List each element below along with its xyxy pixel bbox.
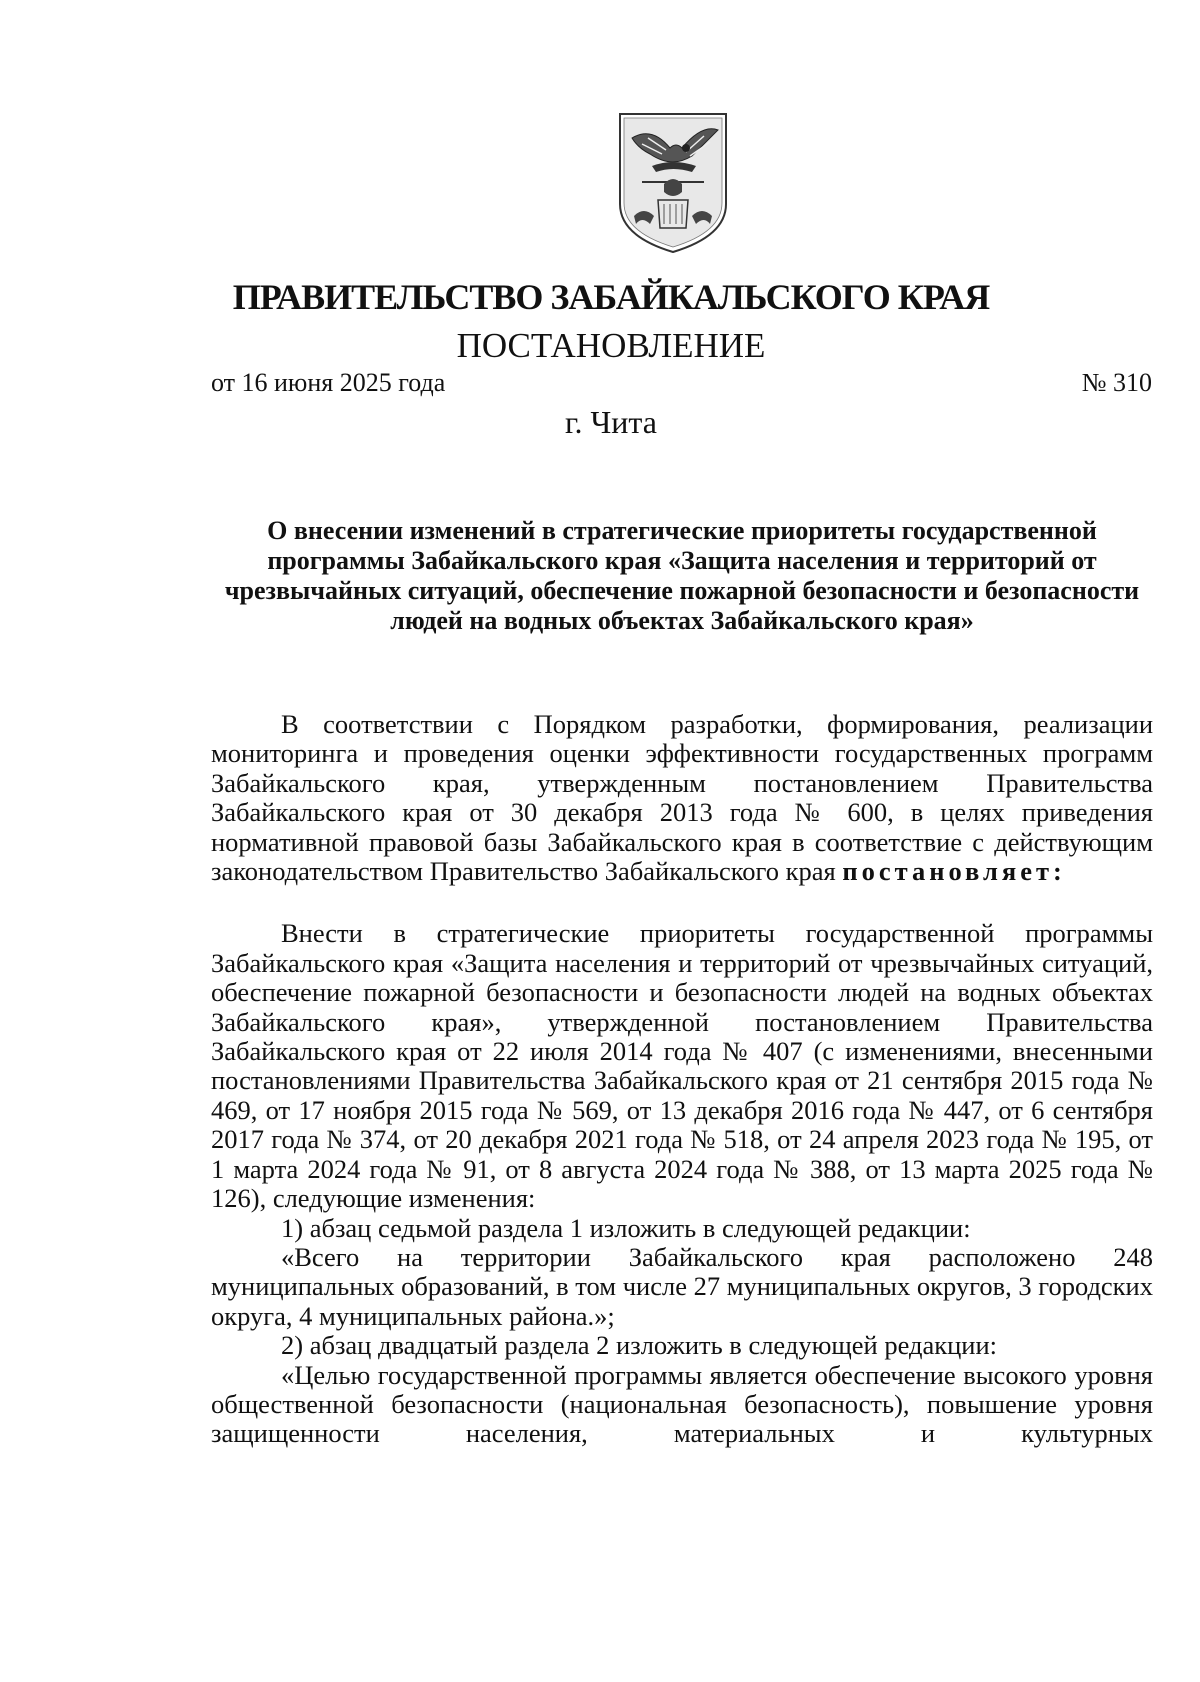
item-2: 2) абзац двадцатый раздела 2 изложить в следующей редакции: [281,1330,998,1361]
preamble-paragraph [211,710,1153,886]
government-name: ПРАВИТЕЛЬСТВО ЗАБАЙКАЛЬСКОГО КРАЯ [232,277,990,317]
document-type: ПОСТАНОВЛЕНИЕ [456,326,766,365]
preamble-text: В соответствии с Порядком разработки, формирования, реализации мониторинга и проведения оценки эффективности государственных программ Забайкальского края, утвержденным постановлением Правительства Забайкальского края от 30 декабря 2013 года № 600, в целях приведения нормативной правовой базы Забайкальского края в соответствие с действующим законодательством Правительство Забайкальского края [211,709,1153,887]
coat-of-arms-icon [612,108,734,256]
quote-1: «Всего на территории Забайкальского края расположено 248 муниципальных образований, в том числе 27 муниципальных округов, 3 городских округа, 4 муниципальных района.»; [211,1241,1153,1331]
item-1: 1) абзац седьмой раздела 1 изложить в следующей редакции: [281,1212,971,1243]
document-subject: О внесении изменений в стратегические приоритеты государственной программы Забайкальского края «Защита населения и территорий от чрезвычайных ситуаций, обеспечение пожарной безопасности и безопасности людей на водных объектах Забайкальского края» [224,516,1140,635]
resolves-word: постановляет: [842,856,1066,887]
quote-2: «Целью государственной программы является обеспечение высокого уровня общественной безопасности (национальная безопасность), повышение уровня защищенности населения, материальных и культурных [211,1359,1153,1449]
document-body [211,710,1153,1449]
document-date: от 16 июня 2025 года [211,368,446,397]
document-number: № 310 [1081,368,1152,397]
document-city: г. Чита [564,404,657,440]
main-paragraph: Внести в стратегические приоритеты государственной программы Забайкальского края «Защита населения и территорий от чрезвычайных ситуаций, обеспечение пожарной безопасности и безопасности людей на водных объектах Забайкальского края», утвержденной постановлением Правительства Забайкальского края от 22 июля 2014 года № 407 (с изменениями, внесенными постановлениями Правительства Забайкальского края от 21 сентября 2015 года № 469, от 17 ноября 2015 года № 569, от 13 декабря 2016 года № 447, от 6 сентября 2017 года № 374, от 20 декабря 2021 года № 518, от 24 апреля 2023 года № 195, от 1 марта 2024 года № 91, от 8 августа 2024 года № 388, от 13 марта 2025 года № 126), следующие изменения: [211,918,1153,1214]
